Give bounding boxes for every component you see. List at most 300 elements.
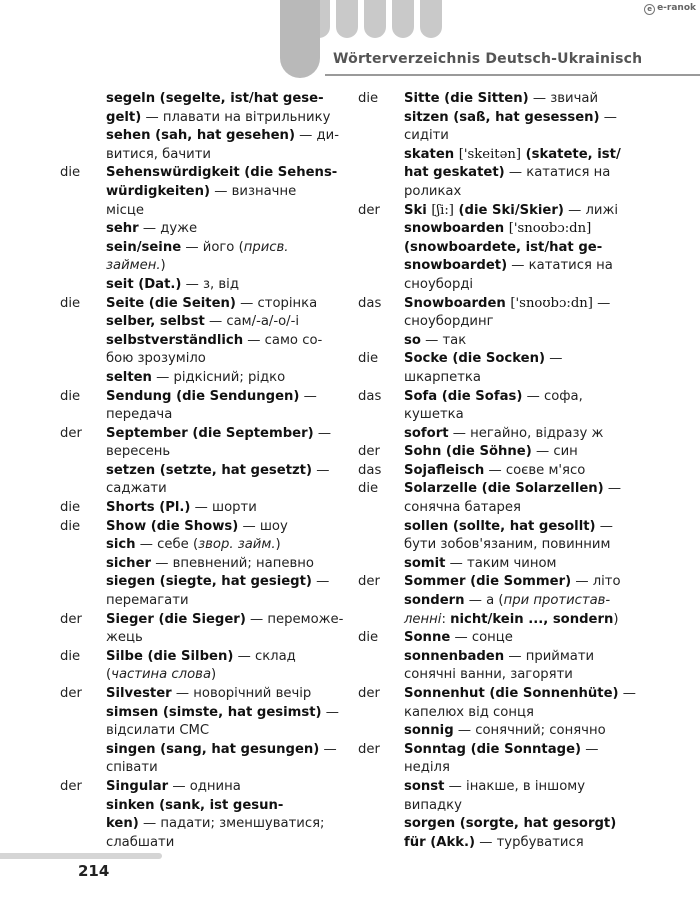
entry-article: die — [60, 388, 81, 404]
entry-translation: — падати; зменшуватися; — [138, 816, 325, 832]
dictionary-entry — [358, 555, 650, 574]
entry-term: selber, selbst — [106, 314, 205, 330]
entry-term: Sendung (die Sendungen) — [106, 388, 300, 404]
entry-translation: — себе ( — [135, 537, 199, 553]
entry-line — [404, 146, 650, 165]
dictionary-entry — [60, 239, 350, 276]
dictionary-entry — [60, 648, 350, 685]
entry-translation: — само со- — [243, 332, 323, 348]
entry-line — [106, 257, 350, 276]
entry-translation: — переможе- — [245, 611, 344, 627]
entry-line — [106, 443, 350, 462]
entry-line — [106, 164, 350, 183]
entry-translation: вересень — [106, 444, 171, 460]
dictionary-entry — [358, 722, 650, 741]
entry-line — [106, 704, 350, 723]
entry-line — [106, 797, 350, 816]
entry-line — [106, 295, 350, 314]
dictionary-entry — [60, 499, 350, 518]
entry-line — [404, 90, 650, 109]
entry-translation: — шоу — [238, 518, 288, 534]
dictionary-entry — [358, 295, 650, 332]
left-column — [60, 90, 350, 852]
dictionary-entry — [358, 350, 650, 387]
entry-term: sich — [106, 537, 136, 553]
page-title: Wörterverzeichnis Deutsch-Ukrainisch — [333, 51, 643, 67]
entry-translation: бою зрозуміло — [106, 351, 206, 367]
entry-article: die — [60, 648, 81, 664]
dictionary-entry — [60, 518, 350, 537]
entry-line — [106, 239, 350, 258]
entry-line — [404, 406, 650, 425]
entry-term: (snowboardete, ist/hat ge- — [404, 239, 603, 255]
dictionary-entry — [60, 369, 350, 388]
entry-translation: жець — [106, 630, 143, 646]
dictionary-entry — [358, 685, 650, 722]
dictionary-entry — [358, 778, 650, 815]
entry-term: würdigkeiten) — [106, 183, 211, 199]
entry-line — [404, 685, 650, 704]
entry-line — [106, 146, 350, 165]
entry-line — [404, 202, 650, 221]
entry-translation: — літо — [571, 574, 621, 590]
dictionary-entry — [60, 425, 350, 462]
entry-translation: сонячні ванни, загоряти — [404, 667, 573, 683]
entry-translation: ( — [106, 667, 112, 683]
entry-article: die — [358, 481, 379, 497]
entry-line — [106, 666, 350, 685]
entry-line — [404, 666, 650, 685]
entry-line — [106, 276, 350, 295]
entry-translation: неділя — [404, 760, 450, 776]
entry-line — [106, 388, 350, 407]
dictionary-entry — [60, 704, 350, 741]
dictionary-entry — [60, 741, 350, 778]
entry-translation: — впевнений; напевно — [151, 555, 314, 571]
entry-translation: ) — [613, 611, 619, 627]
entry-term: snowboarden — [404, 221, 509, 237]
entry-translation: — — [545, 351, 563, 367]
entry-term: siegen (siegte, hat gesiegt) — [106, 574, 312, 590]
entry-term: sein/seine — [106, 239, 182, 255]
entry-translation: — визначне — [210, 183, 297, 199]
entry-translation: — звичай — [528, 91, 599, 106]
dictionary-entry — [358, 741, 650, 778]
entry-translation: роликах — [404, 183, 462, 199]
entry-line — [106, 759, 350, 778]
entry-term: Sitte (die Sitten) — [404, 91, 529, 106]
dictionary-entry — [60, 332, 350, 369]
publisher-logo — [644, 3, 696, 15]
entry-term: Sonne — [404, 630, 451, 646]
entry-article: der — [60, 686, 82, 701]
entry-term: sorgen (sorgte, hat gesorgt) — [404, 816, 617, 832]
entry-term: Solarzelle (die Solarzellen) — [404, 481, 604, 497]
dictionary-entry — [358, 815, 650, 852]
entry-translation: — ди- — [294, 128, 340, 144]
entry-term: Sieger (die Sieger) — [106, 611, 246, 627]
entry-translation: — шорти — [190, 500, 257, 516]
entry-term: seit (Dat.) — [106, 276, 182, 292]
entry-term: sicher — [106, 555, 152, 571]
entry-article: die — [60, 500, 81, 516]
entry-translation: — — [312, 462, 330, 478]
dictionary-entry — [358, 462, 650, 481]
entry-translation: — — [313, 425, 332, 441]
entry-line — [106, 90, 350, 109]
dictionary-entry — [60, 462, 350, 499]
dictionary-entry — [358, 480, 650, 517]
entry-term: Sonnenhut (die Sonnenhüte) — [404, 686, 619, 701]
entry-translation: — дуже — [138, 221, 198, 237]
entry-line — [404, 555, 650, 574]
entry-line — [106, 648, 350, 667]
entry-line — [404, 480, 650, 499]
entry-translation: ) — [160, 258, 166, 274]
dictionary-entry — [358, 443, 650, 462]
entry-translation: сонячна батарея — [404, 500, 521, 516]
header-tab — [336, 0, 358, 38]
dictionary-entry — [358, 146, 650, 202]
entry-line — [106, 778, 350, 797]
entry-term: sondern — [404, 593, 465, 609]
entry-translation: капелюх від сонця — [404, 704, 534, 720]
entry-translation: — — [603, 481, 622, 497]
entry-term: (die Ski/Skier) — [453, 202, 564, 218]
entry-translation: — лижі — [563, 202, 619, 218]
entry-translation: — однина — [168, 778, 241, 794]
entry-line — [404, 220, 650, 239]
entry-line — [106, 722, 350, 741]
entry-line — [404, 388, 650, 407]
entry-translation: — сонце — [450, 630, 513, 646]
dictionary-entry — [60, 536, 350, 555]
dictionary-entry — [358, 425, 650, 444]
entry-term: Silbe (die Silben) — [106, 648, 234, 664]
entry-term: ken) — [106, 816, 139, 832]
entry-translation: — сонячний; сонячно — [453, 723, 606, 739]
entry-translation: — — [311, 574, 330, 590]
entry-line — [106, 518, 350, 537]
entry-translation: — з, від — [181, 276, 239, 292]
dictionary-entry — [60, 685, 350, 704]
entry-line — [404, 369, 650, 388]
entry-article: der — [358, 202, 380, 218]
entry-line — [106, 332, 350, 351]
entry-line — [404, 722, 650, 741]
entry-translation: — приймати — [504, 648, 595, 664]
entry-term: Sojafleisch — [404, 462, 485, 478]
entry-article: das — [358, 295, 382, 311]
entry-line — [106, 815, 350, 834]
entry-term: Sommer (die Sommer) — [404, 574, 572, 590]
entry-translation: — таким чином — [445, 555, 557, 571]
entry-line — [106, 425, 350, 444]
entry-line — [404, 164, 650, 183]
entry-line — [106, 573, 350, 592]
entry-term: Sofa (die Sofas) — [404, 388, 523, 404]
entry-line — [404, 109, 650, 128]
entry-line — [106, 369, 350, 388]
entry-line — [404, 257, 650, 276]
dictionary-entry — [358, 518, 650, 555]
entry-line — [404, 629, 650, 648]
entry-term: (skatete, ist/ — [521, 146, 621, 162]
entry-grammar-note: частина слова — [111, 667, 212, 683]
entry-translation: — плавати на вітрильнику — [141, 109, 331, 125]
entry-translation: — — [319, 741, 337, 757]
entry-line — [404, 518, 650, 537]
entry-line — [404, 648, 650, 667]
entry-translation: кушетка — [404, 407, 464, 423]
entry-line — [404, 573, 650, 592]
dictionary-entry — [358, 629, 650, 648]
entry-translation: сноубординг — [404, 314, 494, 330]
entry-translation: — — [592, 295, 611, 311]
entry-line — [404, 797, 650, 816]
entry-translation: — син — [531, 444, 578, 460]
entry-line — [106, 202, 350, 221]
entry-line — [106, 406, 350, 425]
entry-translation: — — [299, 388, 317, 404]
dictionary-entry — [60, 90, 350, 127]
entry-article: die — [358, 630, 379, 646]
dictionary-entry — [358, 648, 650, 685]
dictionary-entry — [60, 555, 350, 574]
entry-term: Silvester — [106, 686, 172, 701]
entry-line — [106, 592, 350, 611]
entry-translation: слабшати — [106, 834, 175, 850]
entry-line — [404, 536, 650, 555]
entry-grammar-note: займен. — [106, 258, 161, 274]
dictionary-entry — [60, 276, 350, 295]
dictionary-entry — [358, 592, 650, 629]
entry-term: skaten — [404, 146, 459, 162]
dictionary-entry — [358, 109, 650, 146]
entry-translation: — сам/-а/-о/-і — [204, 314, 300, 330]
entry-term: Shorts (Pl.) — [106, 500, 191, 516]
entry-article: die — [358, 351, 379, 367]
entry-translation: — негайно, відразу ж — [448, 425, 604, 441]
entry-term: singen (sang, hat gesungen) — [106, 741, 320, 757]
right-column — [358, 90, 650, 852]
entry-line — [404, 462, 650, 481]
entry-article: der — [60, 611, 82, 627]
entry-line — [404, 443, 650, 462]
entry-translation: — сторінка — [235, 295, 318, 311]
entry-line — [106, 611, 350, 630]
entry-translation: — новорічний вечір — [171, 686, 312, 701]
entry-line — [404, 592, 650, 611]
entry-grammar-note: звор. займ. — [198, 537, 276, 553]
dictionary-entry — [60, 797, 350, 853]
dictionary-entry — [60, 313, 350, 332]
entry-article: der — [60, 778, 82, 794]
entry-term: sonst — [404, 778, 445, 794]
entry-translation: : — [441, 611, 451, 627]
entry-term: sehen (sah, hat gesehen) — [106, 128, 295, 144]
entry-grammar-note: ленні — [404, 611, 442, 627]
dictionary-entry — [60, 778, 350, 797]
entry-translation: — — [321, 704, 339, 720]
entry-translation: — кататися на — [504, 165, 611, 181]
entry-line — [106, 220, 350, 239]
entry-translation: — кататися на — [507, 258, 613, 274]
entry-term: snowboardet) — [404, 258, 508, 274]
entry-term: selbstverständlich — [106, 332, 244, 348]
entry-translation: бути зобов'язаним, повинним — [404, 537, 611, 553]
header-tab-main — [280, 0, 320, 78]
entry-term: sitzen (saß, hat gesessen) — [404, 109, 600, 125]
entry-translation: — інакше, в іншому — [444, 778, 586, 794]
dictionary-entry — [358, 388, 650, 425]
entry-line — [106, 183, 350, 202]
dictionary-entry — [358, 332, 650, 351]
entry-term: selten — [106, 369, 152, 385]
entry-article: die — [60, 295, 81, 311]
entry-line — [404, 499, 650, 518]
entry-line — [404, 350, 650, 369]
entry-translation: ) — [211, 667, 217, 683]
entry-translation: — софа, — [522, 388, 583, 404]
entry-term: Sohn (die Söhne) — [404, 444, 532, 460]
entry-term: sonnenbaden — [404, 648, 505, 664]
dictionary-entry — [60, 611, 350, 648]
entry-article: der — [60, 425, 82, 441]
entry-line — [404, 295, 650, 314]
entry-line — [404, 778, 650, 797]
entry-translation: відсилати СМС — [106, 723, 210, 739]
footer-bar — [0, 853, 162, 859]
entry-line — [106, 834, 350, 853]
entry-term: nicht/kein ..., sondern — [450, 611, 614, 627]
entry-line — [106, 629, 350, 648]
entry-term: sinken (sank, ist gesun- — [106, 797, 284, 813]
dictionary-entry — [60, 127, 350, 164]
entry-translation: — а ( — [464, 593, 504, 609]
entry-translation: шкарпетка — [404, 369, 481, 385]
header-rule — [325, 74, 700, 76]
entry-line — [106, 127, 350, 146]
entry-term: sollen (sollte, hat gesollt) — [404, 518, 596, 534]
entry-term: sonnig — [404, 723, 454, 739]
entry-translation: — — [581, 741, 599, 757]
dictionary-entry — [60, 573, 350, 610]
entry-line — [404, 741, 650, 760]
entry-translation: — рідкісний; рідко — [151, 369, 286, 385]
entry-term: Ski — [404, 202, 432, 218]
entry-line — [404, 834, 650, 853]
entry-term: sehr — [106, 221, 139, 237]
entry-line — [106, 741, 350, 760]
entry-line — [404, 425, 650, 444]
dictionary-entry — [60, 295, 350, 314]
entry-line — [106, 480, 350, 499]
entry-translation: передача — [106, 407, 173, 423]
dictionary-entry — [60, 388, 350, 425]
entry-article: der — [358, 686, 380, 701]
entry-article: das — [358, 388, 382, 404]
entry-translation: саджати — [106, 481, 167, 497]
entry-line — [404, 183, 650, 202]
entry-line — [404, 313, 650, 332]
entry-transcription: ['snoʊbɔ:dn] — [508, 221, 592, 237]
entry-term: Show (die Shows) — [106, 518, 239, 534]
dictionary-entry — [60, 220, 350, 239]
entry-term: September (die September) — [106, 425, 314, 441]
entry-transcription: ['skeitən] — [458, 146, 522, 162]
entry-line — [106, 536, 350, 555]
entry-translation: — так — [420, 332, 467, 348]
entry-article: der — [358, 574, 380, 590]
entry-translation: сноуборді — [404, 276, 474, 292]
entry-line — [404, 276, 650, 295]
entry-term: simsen (simste, hat gesimst) — [106, 704, 322, 720]
entry-article: die — [358, 91, 379, 106]
entry-term: segeln (segelte, ist/hat gese- — [106, 91, 324, 106]
entry-line — [106, 462, 350, 481]
entry-translation: перемагати — [106, 593, 189, 609]
entry-line — [106, 555, 350, 574]
entry-translation: — — [618, 686, 636, 701]
entry-line — [106, 313, 350, 332]
entry-article: die — [60, 518, 81, 534]
dictionary-entry — [358, 90, 650, 109]
entry-term: setzen (setzte, hat gesetzt) — [106, 462, 313, 478]
entry-line — [404, 704, 650, 723]
entry-line — [106, 109, 350, 128]
logo-icon: e — [644, 4, 655, 15]
dictionary-entry — [358, 573, 650, 592]
entry-term: Seite (die Seiten) — [106, 295, 236, 311]
entry-translation: — — [595, 518, 613, 534]
entry-translation: — — [599, 109, 617, 125]
entry-line — [404, 611, 650, 630]
dictionary-entry — [60, 164, 350, 220]
entry-term: Snowboarden — [404, 295, 511, 311]
entry-term: so — [404, 332, 421, 348]
entry-translation: випадку — [404, 797, 462, 813]
entry-line — [404, 239, 650, 258]
entry-line — [404, 815, 650, 834]
entry-article: die — [60, 165, 81, 181]
entry-term: Sehenswürdigkeit (die Sehens- — [106, 165, 338, 181]
logo-text: e-ranok — [657, 3, 696, 13]
entry-line — [404, 127, 650, 146]
entry-translation: — склад — [233, 648, 296, 664]
entry-term: Sonntag (die Sonntage) — [404, 741, 582, 757]
header-tab — [420, 0, 442, 38]
entry-grammar-note: присв. — [243, 239, 289, 255]
entry-translation: співати — [106, 760, 158, 776]
entry-transcription: [ʃi:] — [431, 202, 454, 218]
page-number: 214 — [78, 862, 110, 880]
entry-line — [106, 685, 350, 704]
entry-term: für (Akk.) — [404, 834, 476, 850]
dictionary-entry — [358, 220, 650, 294]
entry-term: hat geskatet) — [404, 165, 505, 181]
entry-translation: місце — [106, 202, 144, 218]
entry-article: das — [358, 462, 382, 478]
entry-translation: — його ( — [181, 239, 244, 255]
entry-grammar-note: при протистав- — [503, 593, 611, 609]
entry-term: sofort — [404, 425, 449, 441]
entry-translation: — турбуватися — [475, 834, 584, 850]
entry-line — [404, 759, 650, 778]
entry-translation: ) — [275, 537, 281, 553]
entry-translation: — соєве м'ясо — [484, 462, 586, 478]
entry-term: Socke (die Socken) — [404, 351, 545, 367]
